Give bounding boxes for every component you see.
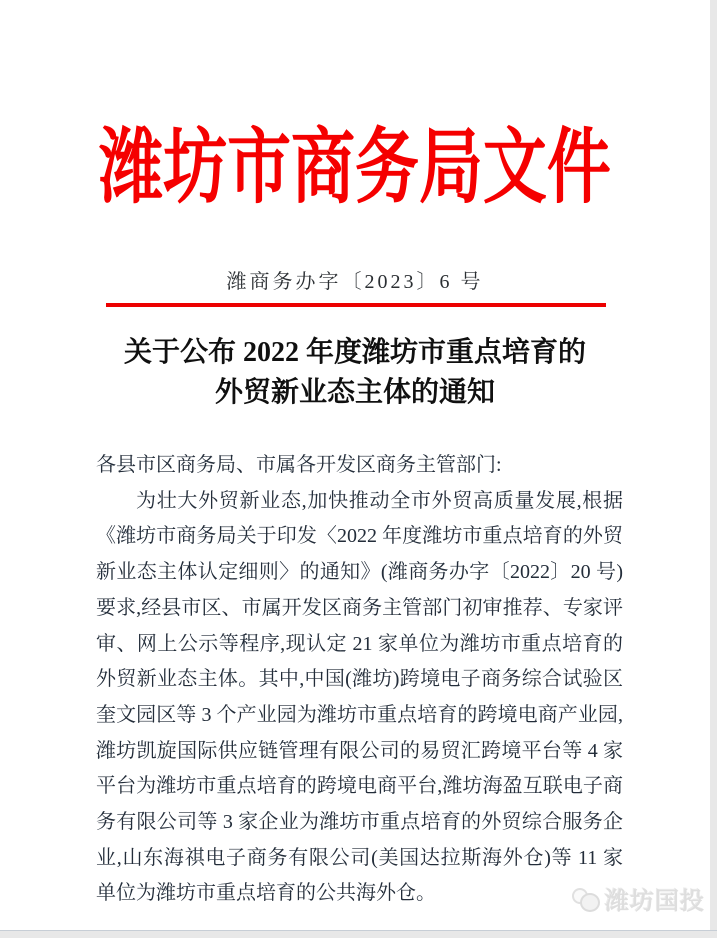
- body-paragraph: 为壮大外贸新业态,加快推动全市外贸高质量发展,根据《潍坊市商务局关于印发〈2022 年度潍坊市重点培育的外贸新业态主体认定细则〉的通知》(潍商务办字〔2022〕20 号)要求,经县市区、市属开发区商务主管部门初审推荐、专家评审、网上公示等程序,现认定 21 家单位为潍坊市重点培育的外贸新业态主体。其中,中国(潍坊)跨境电子商务综合试验区奎文园区等 3 个产业园为潍坊市重点培育的跨境电商产业园,潍坊凯旋国际供应链管理有限公司的易贸汇跨境平台等 4 家平台为潍坊市重点培育的跨境电商平台,潍坊海盈互联电子商务有限公司等 3 家企业为潍坊市重点培育的外贸综合服务企业,山东海祺电子商务有限公司(美国达拉斯海外仓)等 11 家单位为潍坊市重点培育的公共海外仓。: [96, 489, 623, 905]
- agency-letterhead: 潍坊市商务局文件: [99, 122, 611, 213]
- watermark-label: 潍坊国投: [605, 887, 705, 915]
- page-edge-bottom: [0, 930, 717, 938]
- doc-number: 潍商务办字〔2023〕6 号: [226, 271, 484, 293]
- page-edge-right: [710, 0, 717, 938]
- red-divider-rule: [106, 303, 606, 307]
- salutation-line: 各县市区商务局、市属各开发区商务主管部门:: [96, 454, 502, 476]
- document-body: [96, 448, 623, 912]
- weifang-guotou-logo-icon: [571, 882, 601, 914]
- watermark: [571, 881, 705, 915]
- document-title: [55, 333, 655, 413]
- document-title-line-2: 外贸新业态主体的通知: [214, 377, 495, 408]
- document-title-line-1: 关于公布 2022 年度潍坊市重点培育的: [123, 337, 586, 368]
